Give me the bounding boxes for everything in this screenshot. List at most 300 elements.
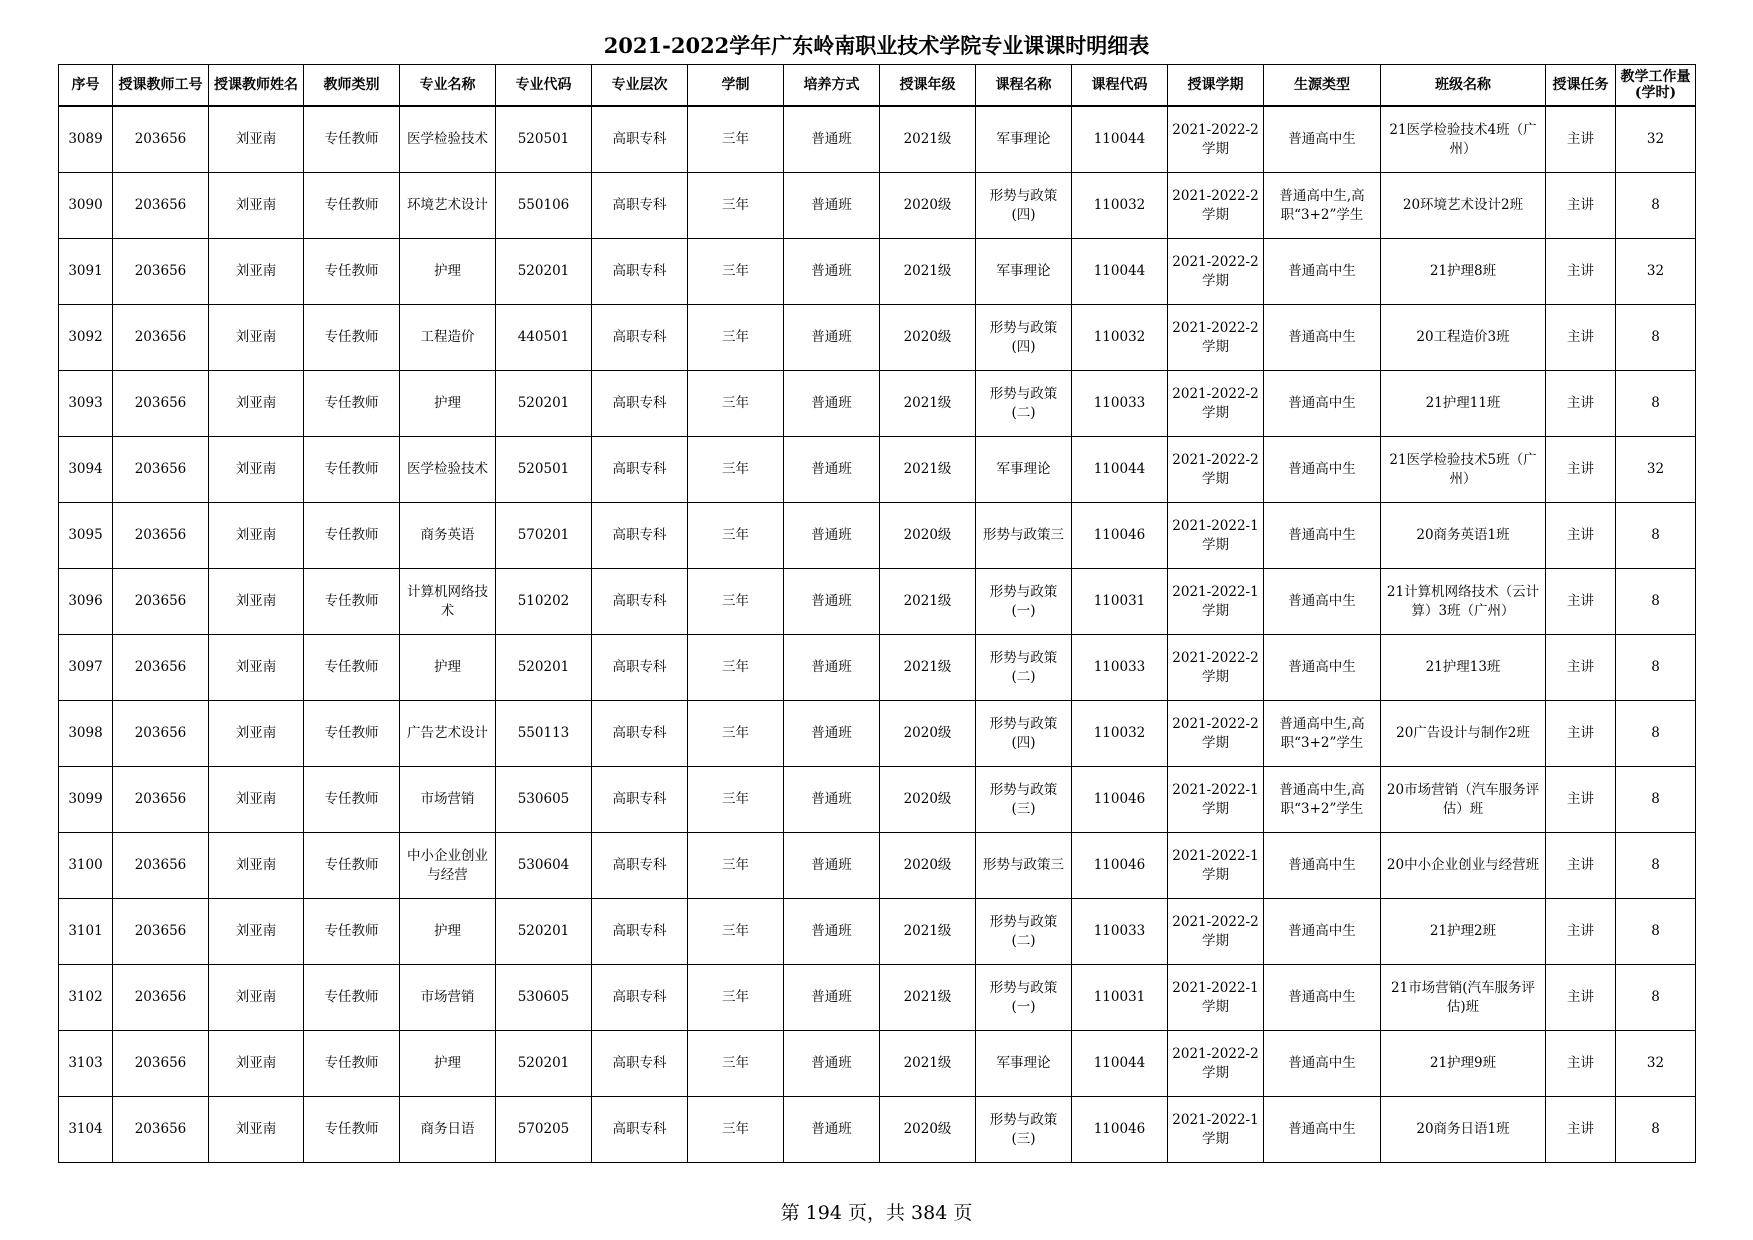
table-cell: 形势与政策(四) <box>976 173 1072 239</box>
table-cell: 8 <box>1616 371 1696 437</box>
table-cell: 专任教师 <box>304 569 400 635</box>
table-header-row <box>59 65 1696 107</box>
table-cell: 530605 <box>496 767 592 833</box>
table-cell: 110032 <box>1072 305 1168 371</box>
table-cell: 刘亚南 <box>209 106 304 173</box>
table-cell: 3104 <box>59 1097 113 1163</box>
table-cell: 2021级 <box>880 1031 976 1097</box>
table-cell: 三年 <box>688 833 784 899</box>
table-cell: 3095 <box>59 503 113 569</box>
table-cell: 203656 <box>113 1031 209 1097</box>
table-cell: 普通高中生 <box>1264 503 1381 569</box>
table-cell: 21护理8班 <box>1381 239 1546 305</box>
table-row <box>59 173 1696 239</box>
table-row <box>59 635 1696 701</box>
table-cell: 20环境艺术设计2班 <box>1381 173 1546 239</box>
table-cell: 110044 <box>1072 437 1168 503</box>
table-cell: 570201 <box>496 503 592 569</box>
table-cell: 2021-2022-2学期 <box>1168 635 1264 701</box>
table-row <box>59 239 1696 305</box>
table-cell: 2020级 <box>880 305 976 371</box>
table-cell: 3094 <box>59 437 113 503</box>
table-cell: 203656 <box>113 635 209 701</box>
table-cell: 8 <box>1616 701 1696 767</box>
table-row <box>59 503 1696 569</box>
table-cell: 专任教师 <box>304 965 400 1031</box>
table-cell: 550113 <box>496 701 592 767</box>
table-cell: 8 <box>1616 173 1696 239</box>
table-cell: 三年 <box>688 635 784 701</box>
table-cell: 110046 <box>1072 503 1168 569</box>
table-cell: 203656 <box>113 305 209 371</box>
column-header: 专业层次 <box>592 65 688 107</box>
column-header: 授课任务 <box>1546 65 1616 107</box>
table-cell: 520501 <box>496 106 592 173</box>
table-cell: 2020级 <box>880 1097 976 1163</box>
table-cell: 2021级 <box>880 371 976 437</box>
column-header: 专业代码 <box>496 65 592 107</box>
table-cell: 高职专科 <box>592 305 688 371</box>
table-cell: 军事理论 <box>976 106 1072 173</box>
table-cell: 医学检验技术 <box>400 106 496 173</box>
table-cell: 护理 <box>400 239 496 305</box>
table-cell: 21护理13班 <box>1381 635 1546 701</box>
table-cell: 军事理论 <box>976 1031 1072 1097</box>
table-cell: 高职专科 <box>592 173 688 239</box>
table-row <box>59 701 1696 767</box>
table-cell: 普通班 <box>784 635 880 701</box>
table-cell: 专任教师 <box>304 833 400 899</box>
table-cell: 440501 <box>496 305 592 371</box>
table-cell: 3096 <box>59 569 113 635</box>
table-cell: 刘亚南 <box>209 965 304 1031</box>
table-cell: 20市场营销（汽车服务评估）班 <box>1381 767 1546 833</box>
table-cell: 主讲 <box>1546 437 1616 503</box>
table-cell: 530604 <box>496 833 592 899</box>
table-cell: 医学检验技术 <box>400 437 496 503</box>
table-cell: 专任教师 <box>304 1097 400 1163</box>
table-cell: 普通班 <box>784 701 880 767</box>
table-cell: 110044 <box>1072 106 1168 173</box>
table-cell: 三年 <box>688 1031 784 1097</box>
table-cell: 20中小企业创业与经营班 <box>1381 833 1546 899</box>
table-cell: 3091 <box>59 239 113 305</box>
column-header: 学制 <box>688 65 784 107</box>
table-cell: 形势与政策三 <box>976 833 1072 899</box>
table-cell: 高职专科 <box>592 106 688 173</box>
table-cell: 203656 <box>113 701 209 767</box>
table-cell: 2021-2022-2学期 <box>1168 1031 1264 1097</box>
table-cell: 刘亚南 <box>209 239 304 305</box>
table-cell: 110033 <box>1072 899 1168 965</box>
table-cell: 21医学检验技术5班（广州） <box>1381 437 1546 503</box>
table-cell: 203656 <box>113 239 209 305</box>
table-cell: 专任教师 <box>304 503 400 569</box>
table-cell: 普通班 <box>784 173 880 239</box>
table-cell: 110032 <box>1072 701 1168 767</box>
table-cell: 三年 <box>688 437 784 503</box>
table-cell: 普通高中生 <box>1264 437 1381 503</box>
table-cell: 专任教师 <box>304 767 400 833</box>
table-cell: 2021-2022-1学期 <box>1168 1097 1264 1163</box>
table-cell: 普通高中生 <box>1264 899 1381 965</box>
table-cell: 主讲 <box>1546 106 1616 173</box>
table-body <box>59 106 1696 1163</box>
course-hours-table <box>58 64 1696 1163</box>
table-cell: 普通高中生 <box>1264 239 1381 305</box>
table-cell: 3089 <box>59 106 113 173</box>
table-cell: 主讲 <box>1546 767 1616 833</box>
table-cell: 主讲 <box>1546 1097 1616 1163</box>
table-cell: 普通班 <box>784 305 880 371</box>
table-cell: 2021-2022-2学期 <box>1168 305 1264 371</box>
table-cell: 520201 <box>496 635 592 701</box>
table-cell: 刘亚南 <box>209 305 304 371</box>
table-cell: 三年 <box>688 305 784 371</box>
table-row <box>59 833 1696 899</box>
column-header: 课程名称 <box>976 65 1072 107</box>
table-row <box>59 965 1696 1031</box>
table-cell: 环境艺术设计 <box>400 173 496 239</box>
table-cell: 三年 <box>688 173 784 239</box>
table-cell: 高职专科 <box>592 767 688 833</box>
table-cell: 高职专科 <box>592 965 688 1031</box>
table-cell: 军事理论 <box>976 437 1072 503</box>
table-cell: 510202 <box>496 569 592 635</box>
table-cell: 高职专科 <box>592 437 688 503</box>
table-cell: 刘亚南 <box>209 503 304 569</box>
table-cell: 3090 <box>59 173 113 239</box>
table-cell: 专任教师 <box>304 371 400 437</box>
column-header: 专业名称 <box>400 65 496 107</box>
table-cell: 2021-2022-2学期 <box>1168 701 1264 767</box>
table-cell: 普通班 <box>784 106 880 173</box>
table-cell: 2021级 <box>880 569 976 635</box>
table-cell: 普通高中生 <box>1264 635 1381 701</box>
table-cell: 主讲 <box>1546 1031 1616 1097</box>
table-cell: 110046 <box>1072 1097 1168 1163</box>
table-cell: 2021级 <box>880 635 976 701</box>
table-cell: 普通班 <box>784 569 880 635</box>
table-cell: 2021-2022-1学期 <box>1168 569 1264 635</box>
table-cell: 203656 <box>113 437 209 503</box>
table-cell: 2021-2022-2学期 <box>1168 371 1264 437</box>
table-row <box>59 305 1696 371</box>
table-cell: 护理 <box>400 899 496 965</box>
table-cell: 2021-2022-2学期 <box>1168 173 1264 239</box>
table-cell: 8 <box>1616 635 1696 701</box>
table-cell: 普通高中生 <box>1264 305 1381 371</box>
table-cell: 三年 <box>688 767 784 833</box>
table-cell: 8 <box>1616 833 1696 899</box>
table-cell: 203656 <box>113 569 209 635</box>
table-cell: 32 <box>1616 106 1696 173</box>
table-cell: 3099 <box>59 767 113 833</box>
table-cell: 203656 <box>113 767 209 833</box>
table-cell: 主讲 <box>1546 239 1616 305</box>
table-cell: 110032 <box>1072 173 1168 239</box>
table-cell: 8 <box>1616 899 1696 965</box>
table-cell: 110046 <box>1072 833 1168 899</box>
table-cell: 3092 <box>59 305 113 371</box>
table-cell: 普通高中生 <box>1264 106 1381 173</box>
table-cell: 专任教师 <box>304 239 400 305</box>
table-cell: 530605 <box>496 965 592 1031</box>
table-cell: 3098 <box>59 701 113 767</box>
table-cell: 110033 <box>1072 635 1168 701</box>
table-cell: 护理 <box>400 371 496 437</box>
table-cell: 主讲 <box>1546 371 1616 437</box>
table-cell: 工程造价 <box>400 305 496 371</box>
table-row <box>59 899 1696 965</box>
table-cell: 32 <box>1616 1031 1696 1097</box>
table-cell: 高职专科 <box>592 1097 688 1163</box>
table-cell: 550106 <box>496 173 592 239</box>
column-header: 教学工作量(学时) <box>1616 65 1696 107</box>
table-cell: 形势与政策(三) <box>976 767 1072 833</box>
table-cell: 刘亚南 <box>209 635 304 701</box>
table-cell: 刘亚南 <box>209 701 304 767</box>
table-cell: 2021-2022-1学期 <box>1168 833 1264 899</box>
table-cell: 形势与政策(二) <box>976 899 1072 965</box>
column-header: 序号 <box>59 65 113 107</box>
table-cell: 110044 <box>1072 239 1168 305</box>
table-cell: 21护理11班 <box>1381 371 1546 437</box>
table-cell: 8 <box>1616 503 1696 569</box>
table-cell: 普通班 <box>784 371 880 437</box>
table-cell: 商务英语 <box>400 503 496 569</box>
table-cell: 2021-2022-2学期 <box>1168 899 1264 965</box>
table-cell: 普通高中生,高职“3+2”学生 <box>1264 767 1381 833</box>
table-cell: 三年 <box>688 503 784 569</box>
table-cell: 刘亚南 <box>209 371 304 437</box>
table-cell: 2020级 <box>880 173 976 239</box>
table-row <box>59 371 1696 437</box>
table-cell: 2021级 <box>880 106 976 173</box>
table-cell: 护理 <box>400 635 496 701</box>
table-cell: 高职专科 <box>592 833 688 899</box>
table-cell: 三年 <box>688 371 784 437</box>
table-cell: 2021-2022-1学期 <box>1168 965 1264 1031</box>
table-cell: 专任教师 <box>304 899 400 965</box>
table-cell: 专任教师 <box>304 1031 400 1097</box>
table-cell: 刘亚南 <box>209 173 304 239</box>
table-cell: 三年 <box>688 701 784 767</box>
table-cell: 520201 <box>496 239 592 305</box>
table-cell: 专任教师 <box>304 173 400 239</box>
table-cell: 高职专科 <box>592 239 688 305</box>
table-cell: 2020级 <box>880 503 976 569</box>
table-cell: 普通高中生,高职“3+2”学生 <box>1264 173 1381 239</box>
table-cell: 主讲 <box>1546 701 1616 767</box>
table-cell: 刘亚南 <box>209 1097 304 1163</box>
table-row <box>59 569 1696 635</box>
table-cell: 三年 <box>688 106 784 173</box>
table-cell: 110046 <box>1072 767 1168 833</box>
table-cell: 高职专科 <box>592 371 688 437</box>
table-cell: 高职专科 <box>592 899 688 965</box>
table-cell: 2020级 <box>880 833 976 899</box>
table-cell: 主讲 <box>1546 503 1616 569</box>
table-row <box>59 1031 1696 1097</box>
table-cell: 2020级 <box>880 701 976 767</box>
column-header: 培养方式 <box>784 65 880 107</box>
table-cell: 普通高中生 <box>1264 1031 1381 1097</box>
table-cell: 形势与政策(二) <box>976 635 1072 701</box>
table-cell: 普通班 <box>784 1031 880 1097</box>
table-row <box>59 106 1696 173</box>
table-cell: 形势与政策(三) <box>976 1097 1072 1163</box>
table-cell: 2021-2022-1学期 <box>1168 503 1264 569</box>
table-cell: 普通班 <box>784 437 880 503</box>
page-number: 第 194 页，共 384 页 <box>780 1202 973 1224</box>
table-cell: 普通高中生 <box>1264 833 1381 899</box>
table-cell: 8 <box>1616 965 1696 1031</box>
table-cell: 普通高中生 <box>1264 1097 1381 1163</box>
table-cell: 普通班 <box>784 767 880 833</box>
table-cell: 2021-2022-2学期 <box>1168 106 1264 173</box>
table-cell: 2021级 <box>880 239 976 305</box>
table-cell: 520201 <box>496 371 592 437</box>
column-header: 班级名称 <box>1381 65 1546 107</box>
table-cell: 3097 <box>59 635 113 701</box>
table-cell: 203656 <box>113 106 209 173</box>
table-cell: 市场营销 <box>400 767 496 833</box>
table-row <box>59 437 1696 503</box>
table-cell: 3103 <box>59 1031 113 1097</box>
table-cell: 3093 <box>59 371 113 437</box>
column-header: 授课学期 <box>1168 65 1264 107</box>
table-cell: 刘亚南 <box>209 569 304 635</box>
table-cell: 2021-2022-2学期 <box>1168 437 1264 503</box>
column-header: 授课教师工号 <box>113 65 209 107</box>
table-cell: 市场营销 <box>400 965 496 1031</box>
table-cell: 高职专科 <box>592 635 688 701</box>
column-header: 授课年级 <box>880 65 976 107</box>
table-cell: 普通高中生,高职“3+2”学生 <box>1264 701 1381 767</box>
column-header: 生源类型 <box>1264 65 1381 107</box>
table-cell: 203656 <box>113 173 209 239</box>
table-cell: 20工程造价3班 <box>1381 305 1546 371</box>
table-cell: 主讲 <box>1546 305 1616 371</box>
table-cell: 110031 <box>1072 569 1168 635</box>
table-cell: 刘亚南 <box>209 1031 304 1097</box>
table-cell: 主讲 <box>1546 569 1616 635</box>
table-cell: 32 <box>1616 239 1696 305</box>
column-header: 教师类别 <box>304 65 400 107</box>
table-cell: 刘亚南 <box>209 833 304 899</box>
table-cell: 普通高中生 <box>1264 371 1381 437</box>
table-cell: 三年 <box>688 239 784 305</box>
table-cell: 普通班 <box>784 965 880 1031</box>
table-cell: 21计算机网络技术（云计算）3班（广州） <box>1381 569 1546 635</box>
table-cell: 形势与政策(二) <box>976 371 1072 437</box>
table-cell: 三年 <box>688 965 784 1031</box>
table-cell: 203656 <box>113 503 209 569</box>
table-row <box>59 767 1696 833</box>
table-cell: 3100 <box>59 833 113 899</box>
table-cell: 广告艺术设计 <box>400 701 496 767</box>
table-cell: 普通班 <box>784 503 880 569</box>
table-cell: 20商务日语1班 <box>1381 1097 1546 1163</box>
table-cell: 20广告设计与制作2班 <box>1381 701 1546 767</box>
table-cell: 形势与政策(一) <box>976 569 1072 635</box>
table-cell: 高职专科 <box>592 701 688 767</box>
table-cell: 203656 <box>113 371 209 437</box>
table-cell: 主讲 <box>1546 173 1616 239</box>
table-cell: 2021-2022-1学期 <box>1168 767 1264 833</box>
table-cell: 8 <box>1616 1097 1696 1163</box>
table-cell: 普通班 <box>784 833 880 899</box>
table-cell: 2021级 <box>880 899 976 965</box>
table-cell: 主讲 <box>1546 899 1616 965</box>
table-cell: 203656 <box>113 833 209 899</box>
table-cell: 专任教师 <box>304 106 400 173</box>
table-cell: 护理 <box>400 1031 496 1097</box>
table-cell: 21医学检验技术4班（广州） <box>1381 106 1546 173</box>
table-cell: 3101 <box>59 899 113 965</box>
table-cell: 高职专科 <box>592 569 688 635</box>
table-cell: 商务日语 <box>400 1097 496 1163</box>
table-cell: 三年 <box>688 569 784 635</box>
table-cell: 520201 <box>496 1031 592 1097</box>
table-cell: 高职专科 <box>592 503 688 569</box>
table-cell: 形势与政策(四) <box>976 305 1072 371</box>
table-cell: 主讲 <box>1546 965 1616 1031</box>
table-cell: 2021级 <box>880 965 976 1031</box>
table-cell: 32 <box>1616 437 1696 503</box>
table-cell: 三年 <box>688 899 784 965</box>
table-cell: 普通班 <box>784 239 880 305</box>
page-title: 2021-2022学年广东岭南职业技术学院专业课课时明细表 <box>603 33 1150 58</box>
table-cell: 570205 <box>496 1097 592 1163</box>
table-cell: 专任教师 <box>304 437 400 503</box>
table-cell: 军事理论 <box>976 239 1072 305</box>
table-cell: 刘亚南 <box>209 899 304 965</box>
table-cell: 8 <box>1616 767 1696 833</box>
table-cell: 专任教师 <box>304 635 400 701</box>
table-cell: 110033 <box>1072 371 1168 437</box>
table-cell: 中小企业创业与经营 <box>400 833 496 899</box>
table-cell: 计算机网络技术 <box>400 569 496 635</box>
table-cell: 21护理9班 <box>1381 1031 1546 1097</box>
table-cell: 110031 <box>1072 965 1168 1031</box>
table-cell: 2021-2022-2学期 <box>1168 239 1264 305</box>
column-header: 授课教师姓名 <box>209 65 304 107</box>
table-cell: 203656 <box>113 965 209 1031</box>
table-cell: 普通高中生 <box>1264 569 1381 635</box>
table-cell: 110044 <box>1072 1031 1168 1097</box>
table-cell: 3102 <box>59 965 113 1031</box>
table-cell: 主讲 <box>1546 833 1616 899</box>
table-cell: 21护理2班 <box>1381 899 1546 965</box>
table-row <box>59 1097 1696 1163</box>
table-cell: 8 <box>1616 569 1696 635</box>
table-cell: 203656 <box>113 899 209 965</box>
table-cell: 2020级 <box>880 767 976 833</box>
table-cell: 520201 <box>496 899 592 965</box>
table-cell: 8 <box>1616 305 1696 371</box>
table-cell: 刘亚南 <box>209 767 304 833</box>
table-cell: 形势与政策三 <box>976 503 1072 569</box>
column-header: 课程代码 <box>1072 65 1168 107</box>
table-cell: 普通班 <box>784 1097 880 1163</box>
table-cell: 形势与政策(一) <box>976 965 1072 1031</box>
table-cell: 普通班 <box>784 899 880 965</box>
table-cell: 主讲 <box>1546 635 1616 701</box>
table-cell: 203656 <box>113 1097 209 1163</box>
table-cell: 2021级 <box>880 437 976 503</box>
